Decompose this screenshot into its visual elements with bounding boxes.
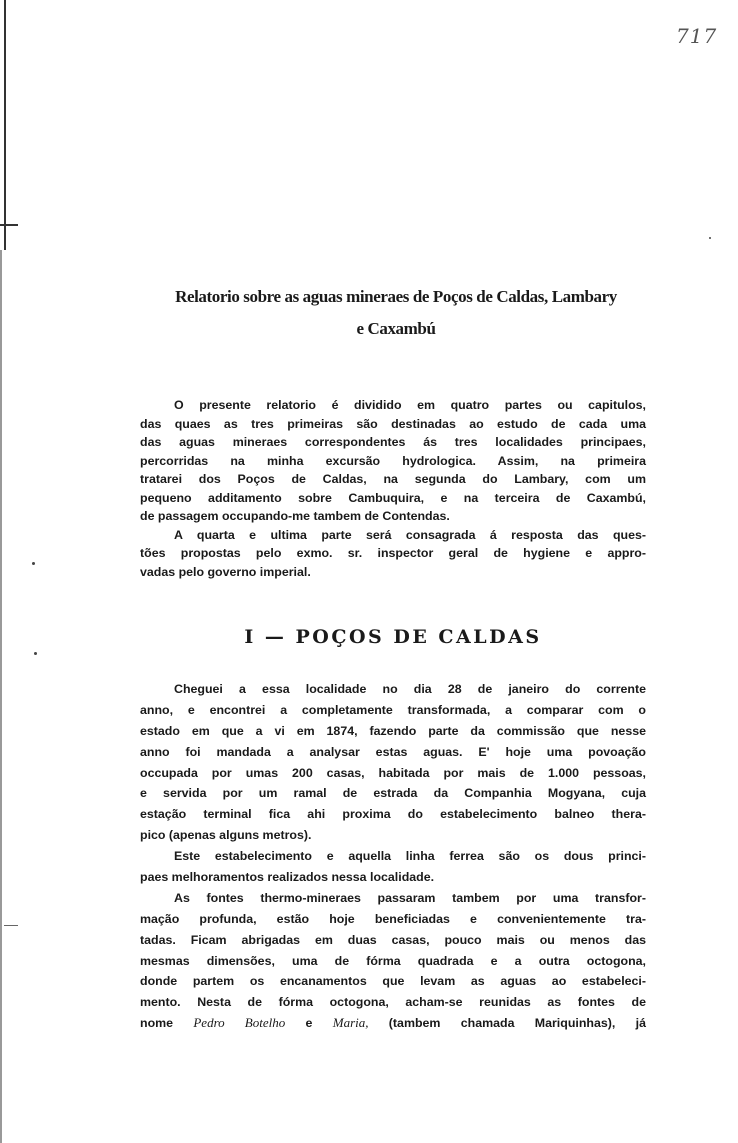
text-fragment: (tambem chamada Mariquinhas), já (388, 1016, 646, 1031)
margin-speck (709, 237, 711, 239)
text-line: estado em que a vi em 1874, fazendo parte da commissão que nesse (140, 723, 646, 738)
text-line: mento. Nesta de fórma octogona, acham-se reunidas as fontes de (140, 995, 646, 1010)
text-line: e servida por um ramal de estrada da Companhia Mogyana, cuja (140, 786, 646, 801)
text-line: tratarei dos Poços de Caldas, na segunda do Lambary, com um (140, 472, 646, 486)
section-body (140, 679, 646, 1034)
margin-tick-mark (0, 224, 18, 226)
text-line: tões propostas pelo exmo. sr. inspector geral de hygiene e appro- (140, 546, 646, 560)
document-title-line-2 (140, 316, 652, 342)
text-line: occupada por umas 200 casas, habitada por mais de 1.000 pessoas, (140, 765, 646, 780)
text-line (140, 1013, 646, 1034)
margin-speck (32, 562, 35, 565)
text-line: tadas. Ficam abrigadas em duas casas, pouco mais ou menos das (140, 932, 646, 947)
text-line: anno foi mandada a analysar estas aguas. E' hoje uma povoação (140, 744, 646, 759)
text-line: O presente relatorio é dividido em quatro partes ou capitulos, (174, 398, 646, 412)
text-line: estação terminal fica ahi proxima do estabelecimento balneo thera- (140, 807, 646, 822)
title-text: Relatorio sobre as aguas mineraes de Poços de Caldas, Lambary (175, 287, 617, 306)
text-line: As fontes thermo-mineraes passaram tambem por uma transfor- (174, 890, 646, 905)
page-edge (0, 250, 2, 1143)
text-fragment: nome (140, 1016, 174, 1031)
text-line: das quaes as tres primeiras são destinadas ao estudo de cada uma (140, 416, 646, 431)
page-number: 717 (676, 24, 718, 48)
text-line: Cheguei a essa localidade no dia 28 de janeiro do corrente (174, 682, 646, 696)
text-line: paes melhoramentos realizados nessa localidade. (140, 870, 435, 885)
text-line: pico (apenas alguns metros). (140, 828, 312, 843)
text-line: percorridas na minha excursão hydrologica. Assim, na primeira (140, 453, 646, 468)
text-line: pequeno additamento sobre Cambuquira, e na terceira de Caxambú, (140, 490, 646, 505)
text-line: das aguas mineraes correspondentes ás tres localidades principaes, (140, 435, 646, 449)
text-line: anno, e encontrei a completamente transformada, a comparar com o (140, 702, 646, 717)
source-name: Pedro Botelho (193, 1015, 286, 1031)
title-text: e Caxambú (356, 319, 436, 338)
source-name: Maria, (332, 1015, 369, 1031)
text-line: de passagem occupando-me tambem de Contendas. (140, 509, 450, 523)
text-fragment: e (305, 1016, 313, 1031)
text-line: mesmas dimensões, uma de fórma quadrada e a outra octogona, (140, 953, 646, 968)
text-line: A quarta e ultima parte será consagrada á resposta das ques- (174, 527, 646, 542)
text-line: mação profunda, estão hoje beneficiadas e convenientemente tra- (140, 911, 646, 926)
text-line: vadas pelo governo imperial. (140, 564, 311, 579)
text-line: donde partem os encanamentos que levam as aguas ao estabeleci- (140, 974, 646, 989)
text-line: Este estabelecimento e aquella linha ferrea são os dous princi- (174, 849, 646, 864)
margin-binding-line (4, 0, 6, 250)
margin-speck (34, 652, 37, 655)
section-heading: I — POÇOS DE CALDAS (244, 626, 542, 648)
intro-paragraphs (140, 396, 646, 581)
document-title-line-1 (140, 284, 652, 310)
margin-tick-mark (4, 925, 18, 926)
